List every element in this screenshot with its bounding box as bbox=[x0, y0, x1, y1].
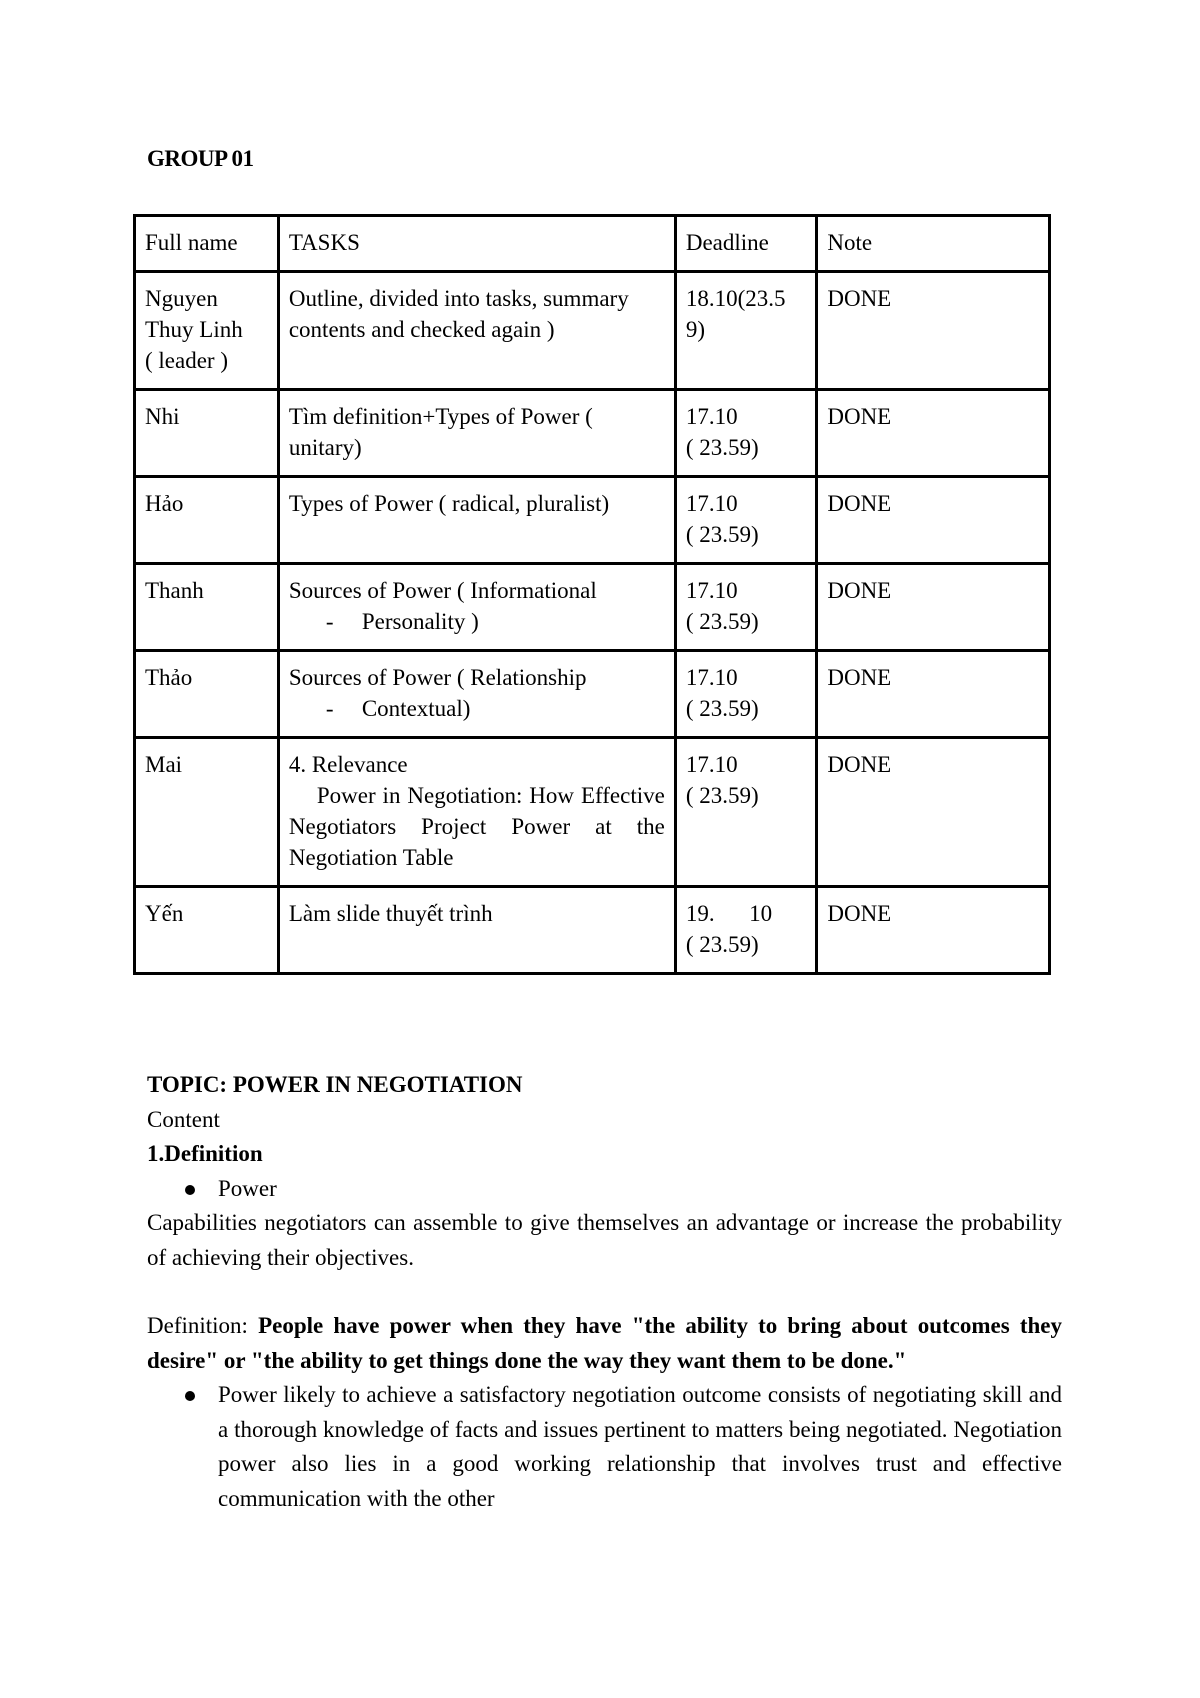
definition-paragraph bbox=[147, 1309, 1062, 1378]
task-cell: Làm slide thuyết trình bbox=[278, 887, 675, 974]
task-cell: Types of Power ( radical, pluralist) bbox=[278, 477, 675, 564]
deadline-cell bbox=[675, 738, 817, 887]
deadline-date: 17.10 bbox=[685, 404, 738, 429]
definition-text: People have power when they have "the ability to bring about outcomes they desire" or "the ability to get things done the way they want them to be done." bbox=[147, 1313, 1062, 1373]
task-cell bbox=[278, 738, 675, 887]
member-name-cell bbox=[135, 272, 279, 390]
table-row bbox=[135, 738, 1050, 887]
section-heading: 1.Definition bbox=[147, 1141, 263, 1166]
deadline-cell bbox=[675, 651, 817, 738]
table-row bbox=[135, 390, 1050, 477]
deadline-cell bbox=[675, 477, 817, 564]
member-name-line: Thuy Linh bbox=[145, 317, 243, 342]
bullet-icon bbox=[185, 1185, 195, 1195]
member-name-cell: Thanh bbox=[135, 564, 279, 651]
note-cell: DONE bbox=[817, 390, 1050, 477]
note-cell: DONE bbox=[817, 564, 1050, 651]
deadline-cell bbox=[675, 887, 817, 974]
bullet-item bbox=[147, 1172, 1062, 1207]
paragraph: Capabilities negotiators can assemble to give themselves an advantage or increase the probability of achieving their objectives. bbox=[147, 1210, 1062, 1270]
note-cell: DONE bbox=[817, 887, 1050, 974]
group-title: GROUP 01 bbox=[147, 146, 254, 171]
deadline-time: ( 23.59) bbox=[685, 609, 759, 634]
task-table bbox=[133, 214, 1051, 975]
note-cell: DONE bbox=[817, 272, 1050, 390]
header-deadline: Deadline bbox=[675, 216, 817, 272]
member-name-cell: Yến bbox=[135, 887, 279, 974]
deadline-cell bbox=[675, 390, 817, 477]
note-cell: DONE bbox=[817, 651, 1050, 738]
deadline-time: ( 23.59) bbox=[685, 932, 759, 957]
table-row bbox=[135, 887, 1050, 974]
document-content bbox=[147, 1068, 1062, 1516]
task-main: 4. Relevance bbox=[288, 752, 408, 777]
member-name-cell: Thảo bbox=[135, 651, 279, 738]
member-name-cell: Nhi bbox=[135, 390, 279, 477]
bullet-text: Power likely to achieve a satisfactory negotiation outcome consists of negotiating skill and a thorough knowledge of facts and issues pertinent to matters being negotiated. Negotiation power also lies in a good working relationship that involves trust and effective communication with the other bbox=[218, 1382, 1062, 1511]
task-detail: Power in Negotiation: How Effective Negotiators Project Power at the Negotiation Table bbox=[288, 783, 665, 870]
deadline-date: 17.10 bbox=[685, 578, 738, 603]
header-tasks: TASKS bbox=[278, 216, 675, 272]
content-subtitle: Content bbox=[147, 1106, 220, 1132]
task-cell bbox=[278, 651, 675, 738]
deadline-date: 17.10 bbox=[685, 491, 738, 516]
deadline-time: ( 23.59) bbox=[685, 696, 759, 721]
bullet-item bbox=[147, 1378, 1062, 1516]
deadline-date: 17.10 bbox=[685, 752, 738, 777]
task-main: Sources of Power ( Relationship bbox=[288, 665, 587, 690]
deadline-cell bbox=[675, 564, 817, 651]
spacer bbox=[147, 1275, 1062, 1309]
deadline-date: 17.10 bbox=[685, 665, 738, 690]
task-cell: Tìm definition+Types of Power ( unitary) bbox=[278, 390, 675, 477]
definition-label: Definition: bbox=[147, 1313, 259, 1338]
deadline-time: ( 23.59) bbox=[685, 435, 759, 460]
deadline-date: 19. 10 bbox=[685, 901, 773, 926]
member-role: ( leader ) bbox=[145, 348, 228, 373]
member-name-line: Nguyen bbox=[145, 286, 218, 311]
table-header-row bbox=[135, 216, 1050, 272]
task-main: Sources of Power ( Informational bbox=[288, 578, 597, 603]
task-cell bbox=[278, 564, 675, 651]
topic-heading: TOPIC: POWER IN NEGOTIATION bbox=[147, 1072, 523, 1097]
table-row bbox=[135, 651, 1050, 738]
task-subitem: - Personality ) bbox=[289, 606, 665, 637]
bullet-text: Power bbox=[218, 1175, 277, 1201]
task-subitem: - Contextual) bbox=[289, 693, 665, 724]
task-cell: Outline, divided into tasks, summary contents and checked again ) bbox=[278, 272, 675, 390]
deadline-time: ( 23.59) bbox=[685, 522, 759, 547]
member-name-cell: Mai bbox=[135, 738, 279, 887]
deadline-cell: 18.10(23.5 9) bbox=[675, 272, 817, 390]
member-name-cell: Hảo bbox=[135, 477, 279, 564]
note-cell: DONE bbox=[817, 738, 1050, 887]
header-full-name: Full name bbox=[135, 216, 279, 272]
table-row bbox=[135, 272, 1050, 390]
note-cell: DONE bbox=[817, 477, 1050, 564]
table-row bbox=[135, 564, 1050, 651]
header-note: Note bbox=[817, 216, 1050, 272]
bullet-icon bbox=[185, 1391, 195, 1401]
deadline-time: ( 23.59) bbox=[685, 783, 759, 808]
table-row bbox=[135, 477, 1050, 564]
